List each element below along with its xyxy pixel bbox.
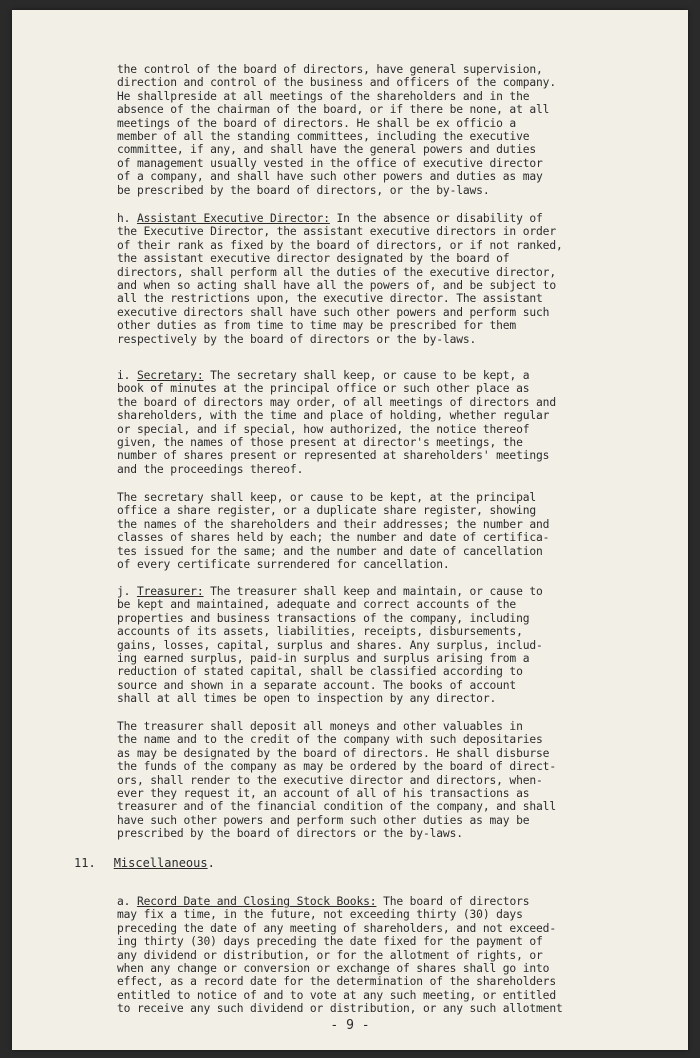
section-heading-assistant-executive-director: Assistant Executive Director:	[136, 212, 330, 225]
paragraph-text: The secretary shall keep, or cause to be kept, a	[203, 369, 530, 382]
paragraph-h	[117, 212, 657, 346]
text-line: classes of shares held by each; the number and date of certifica-	[117, 531, 550, 545]
text-line: be kept and maintained, adequate and correct accounts of the	[117, 598, 517, 612]
text-line: effect, as a record date for the determination of the shareholders	[117, 975, 556, 989]
text-line: treasurer and of the financial condition of the company, and shall	[117, 800, 556, 814]
paragraph-i-first-line	[117, 369, 657, 382]
item-letter: h.	[117, 212, 137, 225]
text-line: entitled to notice of and to vote at any such meeting, or entitled	[117, 988, 556, 1002]
item-letter: i.	[117, 369, 137, 382]
text-line: source and shown in a separate account. The books of account	[117, 678, 517, 692]
text-line: ing earned surplus, paid-in surplus and surplus arising from a	[117, 652, 530, 666]
paragraph-j	[117, 585, 657, 706]
section-heading-secretary: Secretary:	[136, 369, 204, 382]
text-line: ing thirty (30) days preceding the date fixed for the payment of	[117, 935, 543, 949]
text-line: member of all the standing committees, including the executive	[117, 130, 530, 144]
section-title-miscellaneous: Miscellaneous	[113, 856, 208, 870]
text-line: the name and to the credit of the company with such depositaries	[117, 733, 543, 747]
text-line: absence of the chairman of the board, or if there be none, at all	[117, 103, 550, 117]
item-letter: a.	[117, 895, 137, 908]
paragraph-text: The treasurer shall keep and maintain, or cause to	[203, 585, 543, 598]
text-line: of a company, and shall have such other powers and duties as may	[117, 170, 543, 184]
text-line: of management usually vested in the office of executive director	[117, 156, 543, 170]
text-line: prescribed by the board of directors or the by-laws.	[117, 827, 463, 841]
text-line: respectively by the board of directors or the by-laws.	[117, 332, 477, 346]
text-line: the board of directors may order, of all meetings of directors and	[117, 395, 556, 409]
text-line: directors, shall perform all the duties of the executive director,	[117, 265, 556, 279]
text-line: direction and control of the business and officers of the company.	[117, 76, 556, 90]
document-page	[12, 10, 688, 1050]
paragraph-j-2	[117, 720, 657, 841]
text-line: preceding the date of any meeting of shareholders, and not exceed-	[117, 921, 556, 935]
text-line: any dividend or distribution, or for the allotment of rights, or	[117, 948, 543, 962]
text-line: properties and business transactions of the company, including	[117, 611, 530, 625]
text-line: and when so acting shall have all the powers of, and be subject to	[117, 279, 556, 293]
text-line: may fix a time, in the future, not exceeding thirty (30) days	[117, 908, 523, 922]
section-heading-treasurer: Treasurer:	[136, 585, 204, 598]
page-number: - 9 -	[330, 1018, 370, 1033]
text-line: all the restrictions upon, the executive director. The assistant	[117, 292, 543, 306]
text-line: committee, if any, and shall have the general powers and duties	[117, 143, 537, 157]
text-line: to receive any such dividend or distribution, or any such allotment	[117, 1002, 563, 1016]
text-line: and the proceedings thereof.	[117, 462, 304, 476]
text-line: of every certificate surrendered for cancellation.	[117, 558, 450, 572]
text-line: number of shares present or represented at shareholders' meetings	[117, 449, 550, 463]
text-line: the assistant executive director designated by the board of	[117, 252, 510, 266]
paragraph-j-first-line	[117, 585, 657, 598]
text-line: of their rank as fixed by the board of directors, or if not ranked,	[117, 238, 563, 252]
text-line: the control of the board of directors, have general supervision,	[117, 63, 543, 76]
text-line: He shallpreside at all meetings of the shareholders and in the	[117, 89, 530, 103]
text-line: ors, shall render to the executive director and directors, when-	[117, 773, 543, 787]
paragraph-a	[117, 895, 657, 1016]
section-heading-record-date: Record Date and Closing Stock Books:	[136, 895, 377, 908]
text-line: the names of the shareholders and their addresses; the number and	[117, 517, 550, 531]
text-line: shareholders, with the time and place of holding, whether regular	[117, 409, 550, 423]
paragraph-i	[117, 369, 657, 476]
text-line: The treasurer shall deposit all moneys and other valuables in	[117, 720, 523, 733]
text-line: gains, losses, capital, surplus and shares. Any surplus, includ-	[117, 638, 543, 652]
text-line: shall at all times be open to inspection by any director.	[117, 692, 497, 706]
text-line: meetings of the board of directors. He shall be ex officio a	[117, 116, 517, 130]
text-line: executive directors shall have such other powers and perform such	[117, 305, 550, 319]
paragraph-i-2	[117, 491, 657, 571]
text-line: office a share register, or a duplicate share register, showing	[117, 504, 537, 518]
text-line: reduction of stated capital, shall be classified according to	[117, 665, 523, 679]
paragraph-text: The board of directors	[376, 895, 530, 908]
text-line: book of minutes at the principal office or such other place as	[117, 382, 530, 396]
text-line: the funds of the company as may be ordered by the board of direct-	[117, 760, 556, 774]
text-line: accounts of its assets, liabilities, receipts, disbursements,	[117, 625, 523, 639]
paragraph-text: In the absence or disability of	[329, 212, 543, 225]
text-line: tes issued for the same; and the number and date of cancellation	[117, 544, 543, 558]
paragraph-g-continued	[117, 63, 657, 197]
text-line: the Executive Director, the assistant executive directors in order	[117, 225, 556, 239]
text-line: have such other powers and perform such other duties as may be	[117, 813, 530, 827]
section-number: 11.	[74, 856, 96, 870]
text-line: other duties as from time to time may be prescribed for them	[117, 319, 517, 333]
section-11-heading	[74, 856, 215, 870]
text-line: ever they request it, an account of all of his transactions as	[117, 787, 530, 801]
text-line: or special, and if special, how authorized, the notice thereof	[117, 422, 530, 436]
item-letter: j.	[117, 585, 137, 598]
paragraph-a-first-line	[117, 895, 657, 908]
text-line: as may be designated by the board of directors. He shall disburse	[117, 746, 550, 760]
text-line: when any change or conversion or exchange of shares shall go into	[117, 962, 550, 976]
text-line: be prescribed by the board of directors, or the by-laws.	[117, 183, 490, 197]
text-line: The secretary shall keep, or cause to be kept, at the principal	[117, 491, 537, 504]
paragraph-h-first-line	[117, 212, 657, 225]
text-line: given, the names of those present at director's meetings, the	[117, 436, 523, 450]
section-title-period: .	[207, 856, 215, 870]
